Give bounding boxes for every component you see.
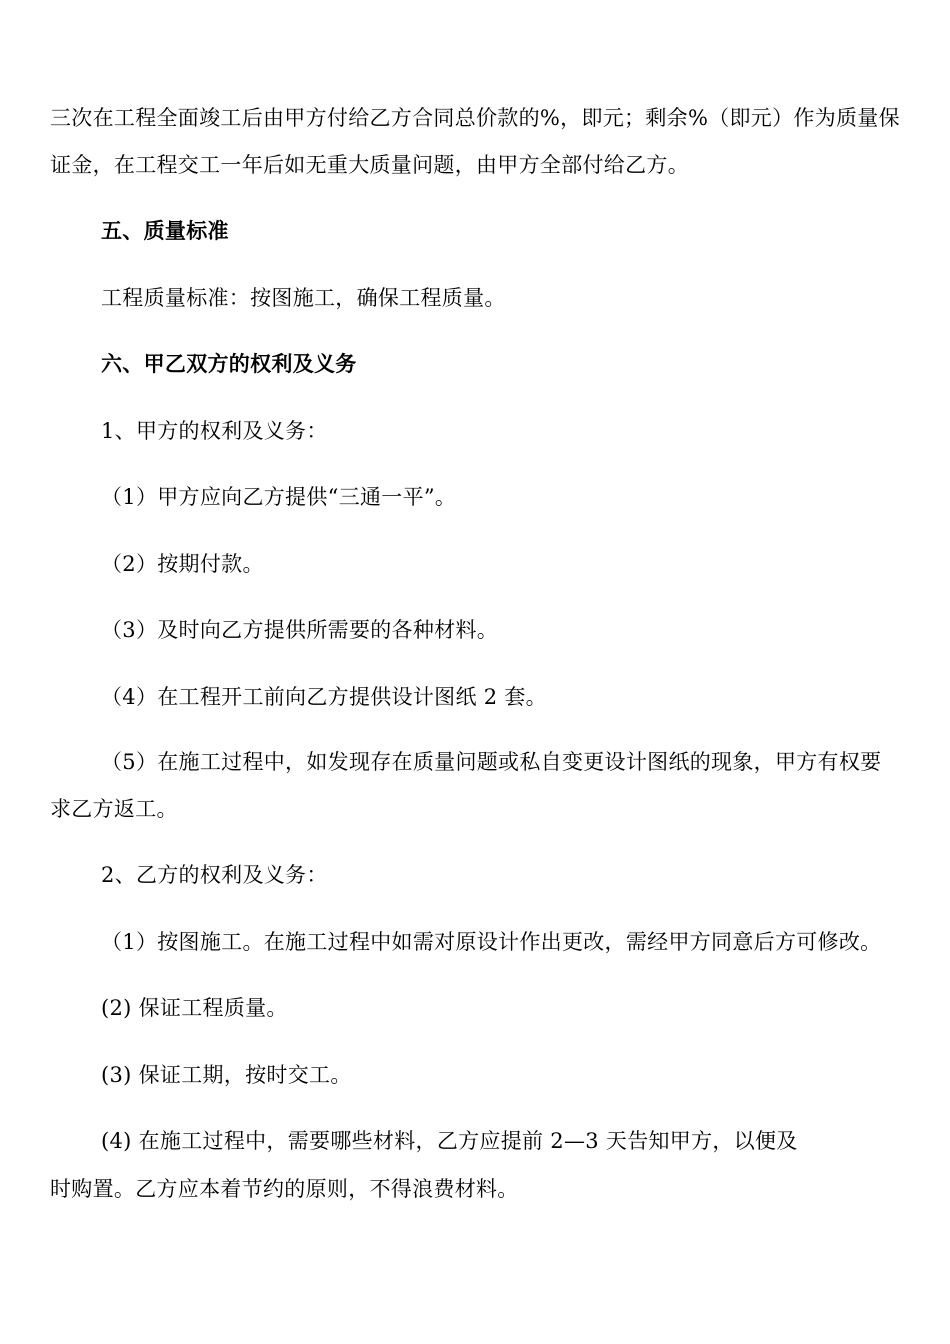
party-b-item-1: （1）按图施工。在施工过程中如需对原设计作出更改，需经甲方同意后方可修改。 bbox=[101, 930, 882, 954]
party-b-item-2: (2) 保证工程质量。 bbox=[101, 996, 288, 1020]
section-heading-rights-obligations: 六、甲乙双方的权利及义务 bbox=[101, 351, 357, 376]
party-b-item-3: (3) 保证工期，按时交工。 bbox=[101, 1063, 352, 1087]
party-a-item-5-line-2: 求乙方返工。 bbox=[50, 797, 178, 821]
party-a-item-4: （4）在工程开工前向乙方提供设计图纸 2 套。 bbox=[101, 685, 547, 709]
party-b-item-4-line-2: 时购置。乙方应本着节约的原则，不得浪费材料。 bbox=[50, 1177, 519, 1201]
party-a-item-5-line-1: （5）在施工过程中，如发现存在质量问题或私自变更设计图纸的现象，甲方有权要 bbox=[101, 750, 882, 774]
section-heading-quality-standard: 五、质量标准 bbox=[101, 218, 229, 243]
payment-paragraph-line-1: 三次在工程全面竣工后由甲方付给乙方合同总价款的%，即元；剩余%（即元）作为质量保 bbox=[50, 106, 900, 130]
party-a-item-1: （1）甲方应向乙方提供“三通一平”。 bbox=[101, 485, 457, 509]
party-b-heading: 2、乙方的权利及义务： bbox=[101, 863, 328, 887]
quality-standard-text: 工程质量标准：按图施工，确保工程质量。 bbox=[101, 286, 506, 310]
party-a-heading: 1、甲方的权利及义务： bbox=[101, 419, 328, 443]
party-b-item-4-line-1: (4) 在施工过程中，需要哪些材料，乙方应提前 2—3 天告知甲方，以便及 bbox=[101, 1129, 798, 1153]
payment-paragraph-line-2: 证金，在工程交工一年后如无重大质量问题，由甲方全部付给乙方。 bbox=[50, 153, 689, 177]
party-a-item-2: （2）按期付款。 bbox=[101, 552, 264, 576]
party-a-item-3: （3）及时向乙方提供所需要的各种材料。 bbox=[101, 618, 499, 642]
